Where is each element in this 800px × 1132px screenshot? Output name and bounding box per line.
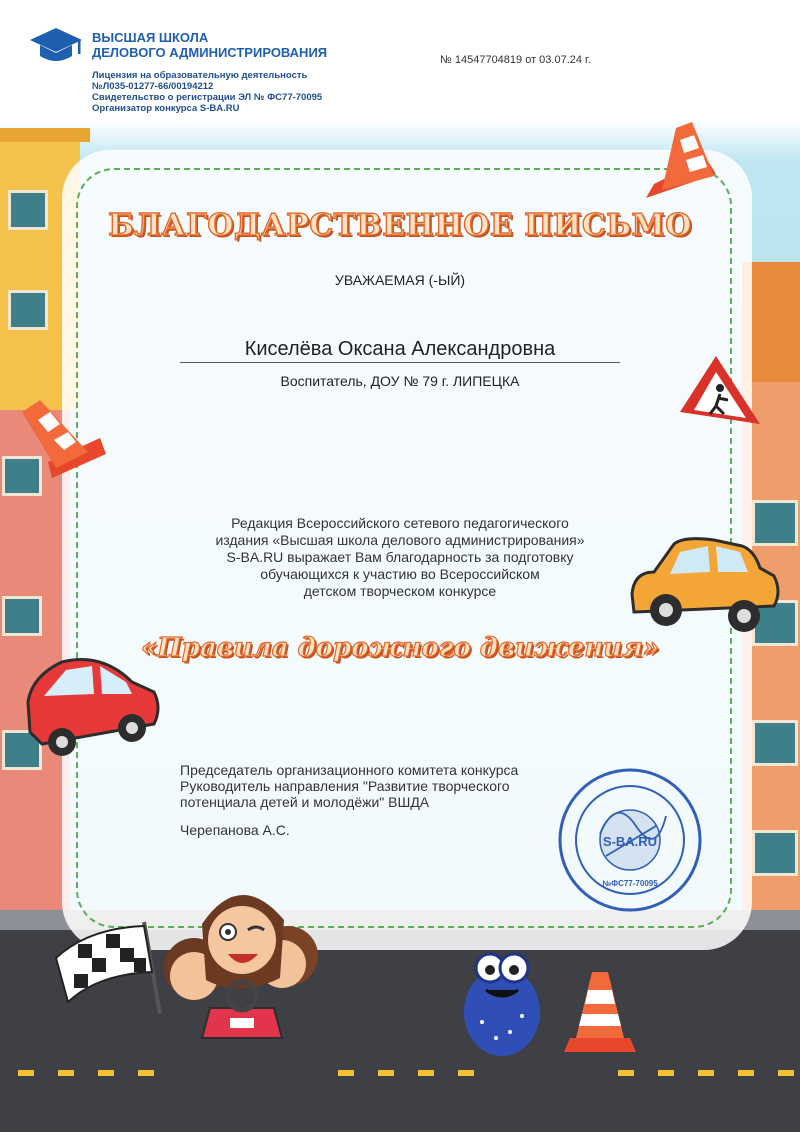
greeting: УВАЖАЕМАЯ (-ЫЙ) [334, 272, 466, 288]
building-window [2, 596, 42, 636]
contest-name: «Правила дорожного движения» [140, 633, 660, 663]
org-name-line-2: ДЕЛОВОГО АДМИНИСТРИРОВАНИЯ [92, 45, 328, 60]
road-marking [618, 1070, 634, 1076]
children-in-car-icon [150, 868, 330, 1048]
pedestrian-crossing-sign-icon [676, 352, 764, 438]
red-car-icon [22, 652, 162, 762]
traffic-cone-icon [636, 118, 726, 208]
blue-monster-mascot-icon [452, 942, 552, 1060]
body-line: детском творческом конкурсе [303, 583, 497, 599]
left-building-roof [0, 128, 90, 142]
organizer-line: Организатор конкурса S-BA.RU [92, 103, 240, 114]
recipient-position: Воспитатель, ДОУ № 79 г. ЛИПЕЦКА [280, 373, 520, 389]
road-marking [18, 1070, 34, 1076]
building-window [8, 290, 48, 330]
signature-line-2: Руководитель направления "Развитие творческого [180, 778, 510, 794]
road-marking [738, 1070, 754, 1076]
road-marking [138, 1070, 154, 1076]
road-marking [658, 1070, 674, 1076]
stamp-registration-text: №ФС77-70095 [602, 879, 658, 888]
road-marking [698, 1070, 714, 1076]
organization-info [92, 70, 322, 114]
official-stamp-icon [556, 766, 704, 914]
road-marking [458, 1070, 474, 1076]
building-window [752, 830, 798, 876]
body-line: обучающихся к участию во Всероссийском [260, 566, 540, 582]
signature-line-3: потенциала детей и молодёжи" ВШДА [180, 794, 430, 810]
traffic-cone-icon [560, 968, 640, 1058]
body-line: Редакция Всероссийского сетевого педагогического [231, 515, 569, 531]
document-number: № 14547704819 от 03.07.24 г. [440, 54, 591, 66]
org-name-line-1: ВЫСШАЯ ШКОЛА [92, 30, 209, 45]
organization-name [92, 30, 327, 60]
body-line: S-BA.RU выражает Вам благодарность за подготовку [226, 549, 574, 565]
recipient-name: Киселёва Оксана Александровна [244, 338, 556, 360]
letter-title: БЛАГОДАРСТВЕННОЕ ПИСЬМО [108, 208, 692, 243]
signer-name: Черепанова А.С. [180, 822, 290, 838]
body-line: издания «Высшая школа делового администрирования» [215, 532, 585, 548]
license-line-2: №Л035-01277-66/00194212 [92, 81, 214, 92]
road-marking [778, 1070, 794, 1076]
license-line-1: Лицензия на образовательную деятельность [92, 70, 308, 81]
graduation-cap-logo-icon [28, 26, 84, 66]
traffic-cone-icon [16, 394, 108, 480]
recipient-underline [180, 362, 620, 363]
registration-line: Свидетельство о регистрации ЭЛ № ФС77-70095 [92, 92, 323, 103]
signature-line-1: Председатель организационного комитета конкурса [180, 762, 519, 778]
road-marking [58, 1070, 74, 1076]
road-marking [378, 1070, 394, 1076]
building-window [752, 720, 798, 766]
road-marking [98, 1070, 114, 1076]
road-marking [338, 1070, 354, 1076]
yellow-car-icon [624, 532, 784, 642]
stamp-center-text: S-BA.RU [602, 834, 658, 849]
signature-block [180, 762, 518, 810]
body-text [150, 515, 650, 600]
road-marking [418, 1070, 434, 1076]
